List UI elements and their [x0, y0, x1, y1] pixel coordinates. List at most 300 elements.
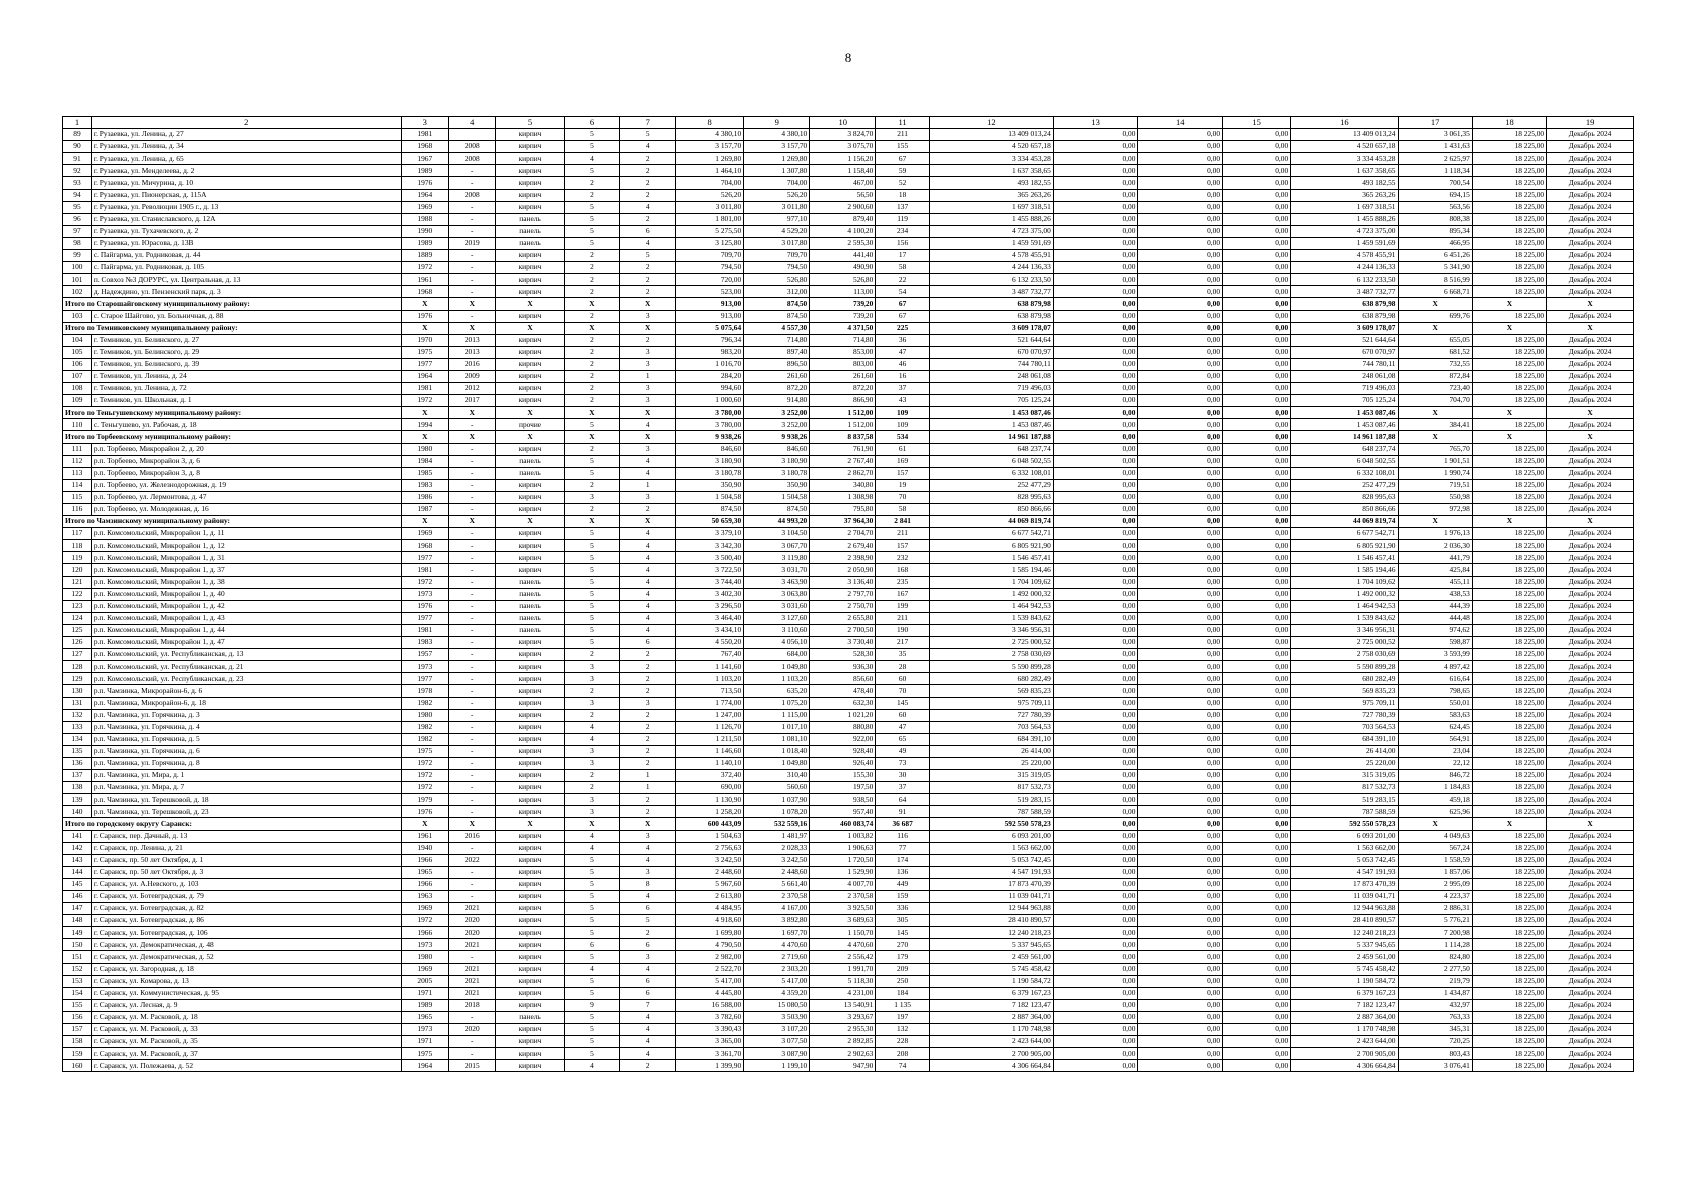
address-cell: р.п. Чамзинка, ул. Горячкина, д. 8	[91, 757, 401, 769]
owners-funds-cell: 5 745 458,42	[1291, 963, 1398, 975]
federal-funds-cell: 0,00	[1053, 806, 1138, 818]
floors-cell: 5	[564, 951, 620, 963]
repair-year-cell: -	[449, 1011, 496, 1023]
local-funds-cell: 0,00	[1223, 745, 1291, 757]
federal-funds-cell: 0,00	[1053, 358, 1138, 370]
table-row	[63, 987, 1634, 999]
residential-area-cell: 3 730,40	[810, 637, 876, 649]
total-area-cell: 1 258,20	[676, 806, 744, 818]
floors-cell: 9	[564, 999, 620, 1011]
row-number: 117	[63, 528, 92, 540]
repair-cost-cell: 1 585 194,46	[929, 564, 1053, 576]
federal-funds-cell: 0,00	[1053, 878, 1138, 890]
wall-material-cell: кирпич	[496, 504, 564, 516]
row-number: 109	[63, 395, 92, 407]
owners-funds-cell: 4 723 375,00	[1291, 225, 1398, 237]
x-cell: X	[620, 516, 676, 528]
cost-limit-cell: 18 225,00	[1472, 286, 1546, 298]
residential-area-cell: 853,00	[810, 346, 876, 358]
table-row	[63, 262, 1634, 274]
regional-funds-cell: 0,00	[1138, 963, 1223, 975]
residential-area-cell: 2 370,58	[810, 891, 876, 903]
specific-cost-cell: 2 277,50	[1398, 963, 1472, 975]
regional-funds-cell: 0,00	[1138, 504, 1223, 516]
residents-cell: 60	[876, 673, 930, 685]
wall-material-cell: панель	[496, 612, 564, 624]
address-cell: г. Саранск, пр. 50 лет Октября, д. 3	[91, 866, 401, 878]
table-row	[63, 552, 1634, 564]
wall-material-cell: панель	[496, 455, 564, 467]
specific-cost-cell: 563,56	[1398, 201, 1472, 213]
entrances-cell: 2	[620, 153, 676, 165]
regional-funds-cell: 0,00	[1138, 673, 1223, 685]
entrances-cell: 4	[620, 588, 676, 600]
table-row	[63, 939, 1634, 951]
specific-cost-cell: 763,33	[1398, 1011, 1472, 1023]
deadline-cell: Декабрь 2024	[1547, 975, 1634, 987]
deadline-cell: Декабрь 2024	[1547, 709, 1634, 721]
address-cell: г. Саранск, ул. М. Расковой, д. 33	[91, 1024, 401, 1036]
wall-material-cell: кирпич	[496, 334, 564, 346]
residents-cell: 137	[876, 201, 930, 213]
residential-area-cell: 2 398,90	[810, 552, 876, 564]
cost-limit-cell: 18 225,00	[1472, 891, 1546, 903]
deadline-cell: Декабрь 2024	[1547, 1024, 1634, 1036]
repair-cost-cell: 817 532,73	[929, 782, 1053, 794]
row-number: 154	[63, 987, 92, 999]
residents-cell: 174	[876, 854, 930, 866]
cost-limit-cell: 18 225,00	[1472, 346, 1546, 358]
deadline-cell: Декабрь 2024	[1547, 334, 1634, 346]
floors-cell: 5	[564, 237, 620, 249]
floors-cell: 5	[564, 528, 620, 540]
repair-year-cell: -	[449, 274, 496, 286]
cost-limit-cell: 18 225,00	[1472, 721, 1546, 733]
table-row	[63, 491, 1634, 503]
local-funds-cell: 0,00	[1223, 310, 1291, 322]
residents-cell: 43	[876, 395, 930, 407]
federal-funds-cell: 0,00	[1053, 915, 1138, 927]
residential-area-cell: 1 906,63	[810, 842, 876, 854]
federal-funds-cell: 0,00	[1053, 951, 1138, 963]
floors-cell: 5	[564, 1024, 620, 1036]
regional-funds-cell: 0,00	[1138, 201, 1223, 213]
x-cell: X	[1398, 322, 1472, 334]
specific-cost-cell: 432,97	[1398, 999, 1472, 1011]
specific-cost-cell: 846,72	[1398, 770, 1472, 782]
wall-material-cell: панель	[496, 600, 564, 612]
deadline-cell: Декабрь 2024	[1547, 467, 1634, 479]
entrances-cell: 5	[620, 915, 676, 927]
total-area-cell: 3 157,70	[676, 141, 744, 153]
entrances-cell: 4	[620, 564, 676, 576]
wall-material-cell: прочие	[496, 419, 564, 431]
repair-year-cell: 2008	[449, 141, 496, 153]
specific-cost-cell: 583,63	[1398, 709, 1472, 721]
owners-funds-cell: 703 564,53	[1291, 721, 1398, 733]
local-funds-cell: 0,00	[1223, 431, 1291, 443]
build-year-cell: 1973	[401, 939, 448, 951]
build-year-cell: 1969	[401, 201, 448, 213]
table-row	[63, 419, 1634, 431]
residents-cell: 58	[876, 504, 930, 516]
regional-funds-cell: 0,00	[1138, 552, 1223, 564]
row-number: 158	[63, 1036, 92, 1048]
cost-limit-cell: 18 225,00	[1472, 153, 1546, 165]
row-number: 131	[63, 697, 92, 709]
repair-year-cell: 2016	[449, 358, 496, 370]
federal-funds-cell: 0,00	[1053, 346, 1138, 358]
regional-funds-cell: 0,00	[1138, 165, 1223, 177]
floors-cell: 5	[564, 975, 620, 987]
x-cell: X	[449, 431, 496, 443]
address-cell: г. Рузаевка, ул. Ленина, д. 27	[91, 129, 401, 141]
owners-funds-cell: 2 758 030,69	[1291, 649, 1398, 661]
local-funds-cell: 0,00	[1223, 878, 1291, 890]
residential-area-cell: 803,00	[810, 358, 876, 370]
wall-material-cell: кирпич	[496, 491, 564, 503]
table-row	[63, 770, 1634, 782]
entrances-cell: 2	[620, 661, 676, 673]
floors-cell: 2	[564, 250, 620, 262]
deadline-cell: Декабрь 2024	[1547, 999, 1634, 1011]
build-year-cell: 1971	[401, 1036, 448, 1048]
regional-funds-cell: 0,00	[1138, 298, 1223, 310]
federal-funds-cell: 0,00	[1053, 129, 1138, 141]
table-row	[63, 685, 1634, 697]
specific-cost-cell: 3 061,35	[1398, 129, 1472, 141]
wall-material-cell: панель	[496, 213, 564, 225]
residents-cell: 119	[876, 213, 930, 225]
residential-area-cell: 2 595,30	[810, 237, 876, 249]
repair-cost-cell: 493 182,55	[929, 177, 1053, 189]
local-funds-cell: 0,00	[1223, 274, 1291, 286]
build-year-cell: 1964	[401, 189, 448, 201]
repair-cost-cell: 592 550 578,23	[929, 818, 1053, 830]
regional-funds-cell: 0,00	[1138, 237, 1223, 249]
build-year-cell: 1972	[401, 782, 448, 794]
repair-cost-cell: 365 263,26	[929, 189, 1053, 201]
owners-funds-cell: 5 590 899,28	[1291, 661, 1398, 673]
residential-area-cell: 478,40	[810, 685, 876, 697]
floors-cell: 5	[564, 624, 620, 636]
entrances-cell: 4	[620, 1011, 676, 1023]
x-cell: X	[620, 298, 676, 310]
table-row	[63, 250, 1634, 262]
wall-material-cell: кирпич	[496, 878, 564, 890]
deadline-cell: Декабрь 2024	[1547, 237, 1634, 249]
cost-limit-cell: 18 225,00	[1472, 237, 1546, 249]
x-cell: X	[620, 818, 676, 830]
repair-year-cell: 2020	[449, 915, 496, 927]
regional-funds-cell: 0,00	[1138, 842, 1223, 854]
regional-funds-cell: 0,00	[1138, 419, 1223, 431]
entrances-cell: 4	[620, 624, 676, 636]
federal-funds-cell: 0,00	[1053, 903, 1138, 915]
repair-year-cell: -	[449, 637, 496, 649]
total-area-cell: 794,50	[676, 262, 744, 274]
total-area-cell: 3 402,30	[676, 588, 744, 600]
cost-limit-cell: 18 225,00	[1472, 370, 1546, 382]
total-area-cell: 1 801,00	[676, 213, 744, 225]
repair-year-cell: 2021	[449, 963, 496, 975]
table-row	[63, 564, 1634, 576]
owners-funds-cell: 6 805 921,90	[1291, 540, 1398, 552]
residential-area-cell: 872,20	[810, 383, 876, 395]
repair-cost-cell: 13 409 013,24	[929, 129, 1053, 141]
row-number: 91	[63, 153, 92, 165]
address-cell: г. Рузаевка, ул. Тухачевского, д. 2	[91, 225, 401, 237]
residents-cell: 28	[876, 661, 930, 673]
floors-cell: 2	[564, 189, 620, 201]
row-number: 148	[63, 915, 92, 927]
local-funds-cell: 0,00	[1223, 854, 1291, 866]
deadline-cell: Декабрь 2024	[1547, 479, 1634, 491]
build-year-cell: 1980	[401, 443, 448, 455]
regional-funds-cell: 0,00	[1138, 903, 1223, 915]
entrances-cell: 2	[620, 757, 676, 769]
repair-year-cell: 2021	[449, 903, 496, 915]
table-row	[63, 346, 1634, 358]
living-area-cell: 310,40	[744, 770, 810, 782]
living-area-cell: 3 503,90	[744, 1011, 810, 1023]
address-cell: г. Саранск, ул. Демократическая, д. 52	[91, 951, 401, 963]
column-number: 18	[1472, 117, 1546, 129]
residents-cell: 336	[876, 903, 930, 915]
build-year-cell: 1969	[401, 903, 448, 915]
living-area-cell: 1 307,80	[744, 165, 810, 177]
build-year-cell: 1975	[401, 346, 448, 358]
wall-material-cell: панель	[496, 225, 564, 237]
living-area-cell: 3 110,60	[744, 624, 810, 636]
federal-funds-cell: 0,00	[1053, 370, 1138, 382]
entrances-cell: 4	[620, 891, 676, 903]
cost-limit-cell: 18 225,00	[1472, 854, 1546, 866]
build-year-cell: 1966	[401, 878, 448, 890]
cost-limit-cell: 18 225,00	[1472, 782, 1546, 794]
deadline-cell: Декабрь 2024	[1547, 213, 1634, 225]
local-funds-cell: 0,00	[1223, 709, 1291, 721]
cost-limit-cell: 18 225,00	[1472, 915, 1546, 927]
living-area-cell: 44 993,20	[744, 516, 810, 528]
entrances-cell: 2	[620, 213, 676, 225]
local-funds-cell: 0,00	[1223, 407, 1291, 419]
row-number: 103	[63, 310, 92, 322]
build-year-cell: 1989	[401, 165, 448, 177]
total-area-cell: 4 484,95	[676, 903, 744, 915]
residential-area-cell: 2 797,70	[810, 588, 876, 600]
deadline-cell: Декабрь 2024	[1547, 721, 1634, 733]
residential-area-cell: 3 824,70	[810, 129, 876, 141]
repair-year-cell: 2009	[449, 370, 496, 382]
residents-cell: 109	[876, 407, 930, 419]
local-funds-cell: 0,00	[1223, 552, 1291, 564]
total-area-cell: 3 744,40	[676, 576, 744, 588]
owners-funds-cell: 705 125,24	[1291, 395, 1398, 407]
repair-cost-cell: 14 961 187,88	[929, 431, 1053, 443]
living-area-cell: 312,00	[744, 286, 810, 298]
wall-material-cell: кирпич	[496, 891, 564, 903]
federal-funds-cell: 0,00	[1053, 225, 1138, 237]
x-cell: X	[1472, 407, 1546, 419]
build-year-cell: 1972	[401, 576, 448, 588]
regional-funds-cell: 0,00	[1138, 600, 1223, 612]
build-year-cell: 1988	[401, 213, 448, 225]
row-number: 127	[63, 649, 92, 661]
column-number: 13	[1053, 117, 1138, 129]
address-cell: г. Саранск, ул. Лесная, д. 9	[91, 999, 401, 1011]
wall-material-cell: кирпич	[496, 637, 564, 649]
living-area-cell: 1 049,80	[744, 661, 810, 673]
total-area-cell: 3 180,78	[676, 467, 744, 479]
row-number: 95	[63, 201, 92, 213]
total-area-cell: 1 000,60	[676, 395, 744, 407]
regional-funds-cell: 0,00	[1138, 721, 1223, 733]
federal-funds-cell: 0,00	[1053, 286, 1138, 298]
total-area-cell: 372,40	[676, 770, 744, 782]
address-cell: р.п. Чамзинка, Микрорайон-6, д. 6	[91, 685, 401, 697]
repair-cost-cell: 1 546 457,41	[929, 552, 1053, 564]
specific-cost-cell: 5 341,90	[1398, 262, 1472, 274]
floors-cell: 5	[564, 588, 620, 600]
residential-area-cell: 957,40	[810, 806, 876, 818]
local-funds-cell: 0,00	[1223, 661, 1291, 673]
regional-funds-cell: 0,00	[1138, 310, 1223, 322]
build-year-cell: 1982	[401, 697, 448, 709]
repair-cost-cell: 11 039 041,71	[929, 891, 1053, 903]
specific-cost-cell: 384,41	[1398, 419, 1472, 431]
floors-cell: 5	[564, 987, 620, 999]
x-cell: X	[564, 298, 620, 310]
residential-area-cell: 2 892,85	[810, 1036, 876, 1048]
federal-funds-cell: 0,00	[1053, 770, 1138, 782]
table-row	[63, 637, 1634, 649]
regional-funds-cell: 0,00	[1138, 854, 1223, 866]
floors-cell: 2	[564, 782, 620, 794]
table-row	[63, 467, 1634, 479]
wall-material-cell: кирпич	[496, 794, 564, 806]
total-area-cell: 5 417,00	[676, 975, 744, 987]
residential-area-cell: 1 720,50	[810, 854, 876, 866]
deadline-cell: Декабрь 2024	[1547, 201, 1634, 213]
table-row	[63, 721, 1634, 733]
floors-cell: 5	[564, 467, 620, 479]
specific-cost-cell: 455,11	[1398, 576, 1472, 588]
floors-cell: 5	[564, 866, 620, 878]
floors-cell: 4	[564, 842, 620, 854]
subtotal-label: Итого по Старошайговскому муниципальному району:	[63, 298, 402, 310]
federal-funds-cell: 0,00	[1053, 794, 1138, 806]
deadline-cell: Декабрь 2024	[1547, 165, 1634, 177]
total-area-cell: 1 699,80	[676, 927, 744, 939]
regional-funds-cell: 0,00	[1138, 745, 1223, 757]
owners-funds-cell: 817 532,73	[1291, 782, 1398, 794]
row-number: 110	[63, 419, 92, 431]
residents-cell: 232	[876, 552, 930, 564]
entrances-cell: 2	[620, 286, 676, 298]
residential-area-cell: 2 700,50	[810, 624, 876, 636]
floors-cell: 5	[564, 915, 620, 927]
repair-year-cell: -	[449, 612, 496, 624]
specific-cost-cell: 425,84	[1398, 564, 1472, 576]
floors-cell: 6	[564, 939, 620, 951]
residential-area-cell: 879,40	[810, 213, 876, 225]
wall-material-cell: кирпич	[496, 201, 564, 213]
floors-cell: 5	[564, 540, 620, 552]
specific-cost-cell: 1 431,63	[1398, 141, 1472, 153]
repair-year-cell: -	[449, 951, 496, 963]
table-row	[63, 479, 1634, 491]
repair-year-cell: -	[449, 661, 496, 673]
table-row	[63, 310, 1634, 322]
build-year-cell: 1981	[401, 564, 448, 576]
federal-funds-cell: 0,00	[1053, 757, 1138, 769]
address-cell: г. Темников, ул. Ленина, д. 24	[91, 370, 401, 382]
owners-funds-cell: 5 337 945,65	[1291, 939, 1398, 951]
cost-limit-cell: 18 225,00	[1472, 709, 1546, 721]
total-area-cell: 16 588,00	[676, 999, 744, 1011]
local-funds-cell: 0,00	[1223, 818, 1291, 830]
address-cell: р.п. Комсомольский, ул. Республиканская, д. 21	[91, 661, 401, 673]
local-funds-cell: 0,00	[1223, 455, 1291, 467]
residents-cell: 91	[876, 806, 930, 818]
residential-area-cell: 197,50	[810, 782, 876, 794]
owners-funds-cell: 4 244 136,33	[1291, 262, 1398, 274]
repair-year-cell: -	[449, 1048, 496, 1060]
federal-funds-cell: 0,00	[1053, 624, 1138, 636]
regional-funds-cell: 0,00	[1138, 927, 1223, 939]
total-area-cell: 1 399,90	[676, 1060, 744, 1072]
floors-cell: 5	[564, 891, 620, 903]
deadline-cell: Декабрь 2024	[1547, 129, 1634, 141]
repair-cost-cell: 5 337 945,65	[929, 939, 1053, 951]
row-number: 129	[63, 673, 92, 685]
address-cell: г. Саранск, ул. М. Расковой, д. 18	[91, 1011, 401, 1023]
entrances-cell: 3	[620, 358, 676, 370]
repair-cost-cell: 2 725 000,52	[929, 637, 1053, 649]
repair-year-cell: -	[449, 262, 496, 274]
cost-limit-cell: 18 225,00	[1472, 1011, 1546, 1023]
specific-cost-cell: 8 516,99	[1398, 274, 1472, 286]
specific-cost-cell: 1 558,59	[1398, 854, 1472, 866]
regional-funds-cell: 0,00	[1138, 346, 1223, 358]
row-number: 130	[63, 685, 92, 697]
federal-funds-cell: 0,00	[1053, 673, 1138, 685]
row-number: 105	[63, 346, 92, 358]
local-funds-cell: 0,00	[1223, 225, 1291, 237]
repair-year-cell: -	[449, 673, 496, 685]
repair-year-cell: -	[449, 177, 496, 189]
entrances-cell: 2	[620, 1060, 676, 1072]
address-cell: р.п. Торбеево, ул. Молодежная, д. 16	[91, 504, 401, 516]
repair-year-cell: -	[449, 419, 496, 431]
total-area-cell: 50 659,30	[676, 516, 744, 528]
residents-cell: 208	[876, 1048, 930, 1060]
residents-cell: 155	[876, 141, 930, 153]
repair-year-cell: 2020	[449, 1024, 496, 1036]
regional-funds-cell: 0,00	[1138, 1024, 1223, 1036]
floors-cell: 2	[564, 346, 620, 358]
federal-funds-cell: 0,00	[1053, 1011, 1138, 1023]
wall-material-cell: кирпич	[496, 129, 564, 141]
table-row	[63, 189, 1634, 201]
row-number: 147	[63, 903, 92, 915]
floors-cell: 5	[564, 455, 620, 467]
local-funds-cell: 0,00	[1223, 830, 1291, 842]
specific-cost-cell: 765,70	[1398, 443, 1472, 455]
table-row	[63, 782, 1634, 794]
subtotal-row	[63, 516, 1634, 528]
